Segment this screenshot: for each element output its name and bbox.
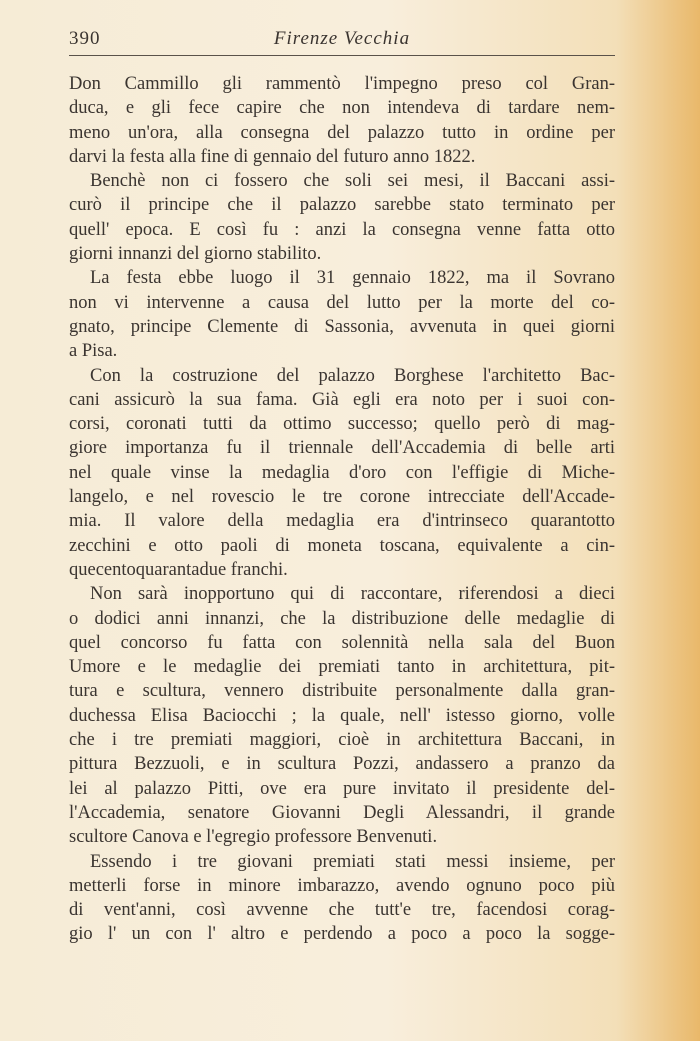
text-line: pittura Bezzuoli, e in scultura Pozzi, andassero a pranzo da [69, 754, 615, 775]
text-line: giore importanza fu il triennale dell'Accademia di belle arti [69, 438, 615, 459]
text-line: Non sarà inopportuno qui di raccontare, riferendosi a dieci [90, 584, 615, 605]
page-number: 390 [69, 28, 101, 49]
text-line: quecentoquarantadue franchi. [69, 559, 288, 580]
text-line: mia. Il valore della medaglia era d'intrinseco quarantotto [69, 511, 615, 532]
text-line: tura e scultura, vennero distribuite personalmente dalla gran- [69, 681, 615, 702]
text-line: nel quale vinse la medaglia d'oro con l'effigie di Miche- [69, 462, 615, 483]
text-line: zecchini e otto paoli di moneta toscana, equivalente a cin- [69, 535, 615, 556]
text-line: Don Cammillo gli rammentò l'impegno preso col Gran- [69, 74, 615, 94]
text-line: giorni innanzi del giorno stabilito. [69, 244, 322, 265]
running-title: Firenze Vecchia [273, 28, 411, 49]
text-line: darvi la festa alla fine di gennaio del futuro anno 1822. [69, 146, 476, 167]
text-line: cani assicurò la sua fama. Già egli era noto per i suoi con- [69, 389, 615, 410]
text-line: quel concorso fu fatta con solennità nella sala del Buon [69, 632, 615, 653]
text-line: Essendo i tre giovani premiati stati messi insieme, per [90, 851, 615, 872]
text-line: corsi, coronati tutti da ottimo successo; quello però di mag- [69, 414, 615, 435]
text-line: meno un'ora, alla consegna del palazzo tutto in ordine per [69, 122, 615, 143]
text-line: curò il principe che il palazzo sarebbe stato terminato per [69, 195, 615, 216]
text-line: gio l' un con l' altro e perdendo a poco a poco la sogge- [69, 924, 615, 945]
text-line: duchessa Elisa Baciocchi ; la quale, nell' istesso giorno, volle [69, 705, 615, 726]
text-line: lei al palazzo Pitti, ove era pure invitato il presidente del- [69, 778, 615, 799]
header-rule [69, 55, 615, 56]
text-line: non vi intervenne a causa del lutto per la morte del co- [69, 292, 615, 313]
text-line: Con la costruzione del palazzo Borghese l'architetto Bac- [90, 365, 615, 386]
text-line: di vent'anni, così avvenne che tutt'e tre, facendosi corag- [69, 900, 615, 921]
text-line: langelo, e nel rovescio le tre corone intrecciate dell'Accade- [69, 487, 615, 508]
page-header [69, 24, 615, 58]
body-text [69, 72, 615, 947]
text-line: o dodici anni innanzi, che la distribuzione delle medaglie di [69, 608, 615, 629]
text-line: scultore Canova e l'egregio professore Benvenuti. [69, 827, 438, 848]
text-line: metterli forse in minore imbarazzo, avendo ognuno poco più [69, 875, 615, 896]
text-line: a Pisa. [69, 341, 118, 362]
text-line: che i tre premiati maggiori, cioè in architettura Baccani, in [69, 730, 615, 751]
text-line: Benchè non ci fossero che soli sei mesi, il Baccani assi- [90, 171, 615, 192]
text-line: Umore e le medaglie dei premiati tanto in architettura, pit- [69, 657, 615, 678]
text-line: quell' epoca. E così fu : anzi la consegna venne fatta otto [69, 219, 615, 240]
text-line: La festa ebbe luogo il 31 gennaio 1822, ma il Sovrano [90, 268, 615, 289]
text-line: duca, e gli fece capire che non intendeva di tardare nem- [69, 98, 615, 119]
text-line: gnato, principe Clemente di Sassonia, avvenuta in quei giorni [69, 316, 615, 337]
text-line: l'Accademia, senatore Giovanni Degli Alessandri, il grande [69, 802, 615, 823]
